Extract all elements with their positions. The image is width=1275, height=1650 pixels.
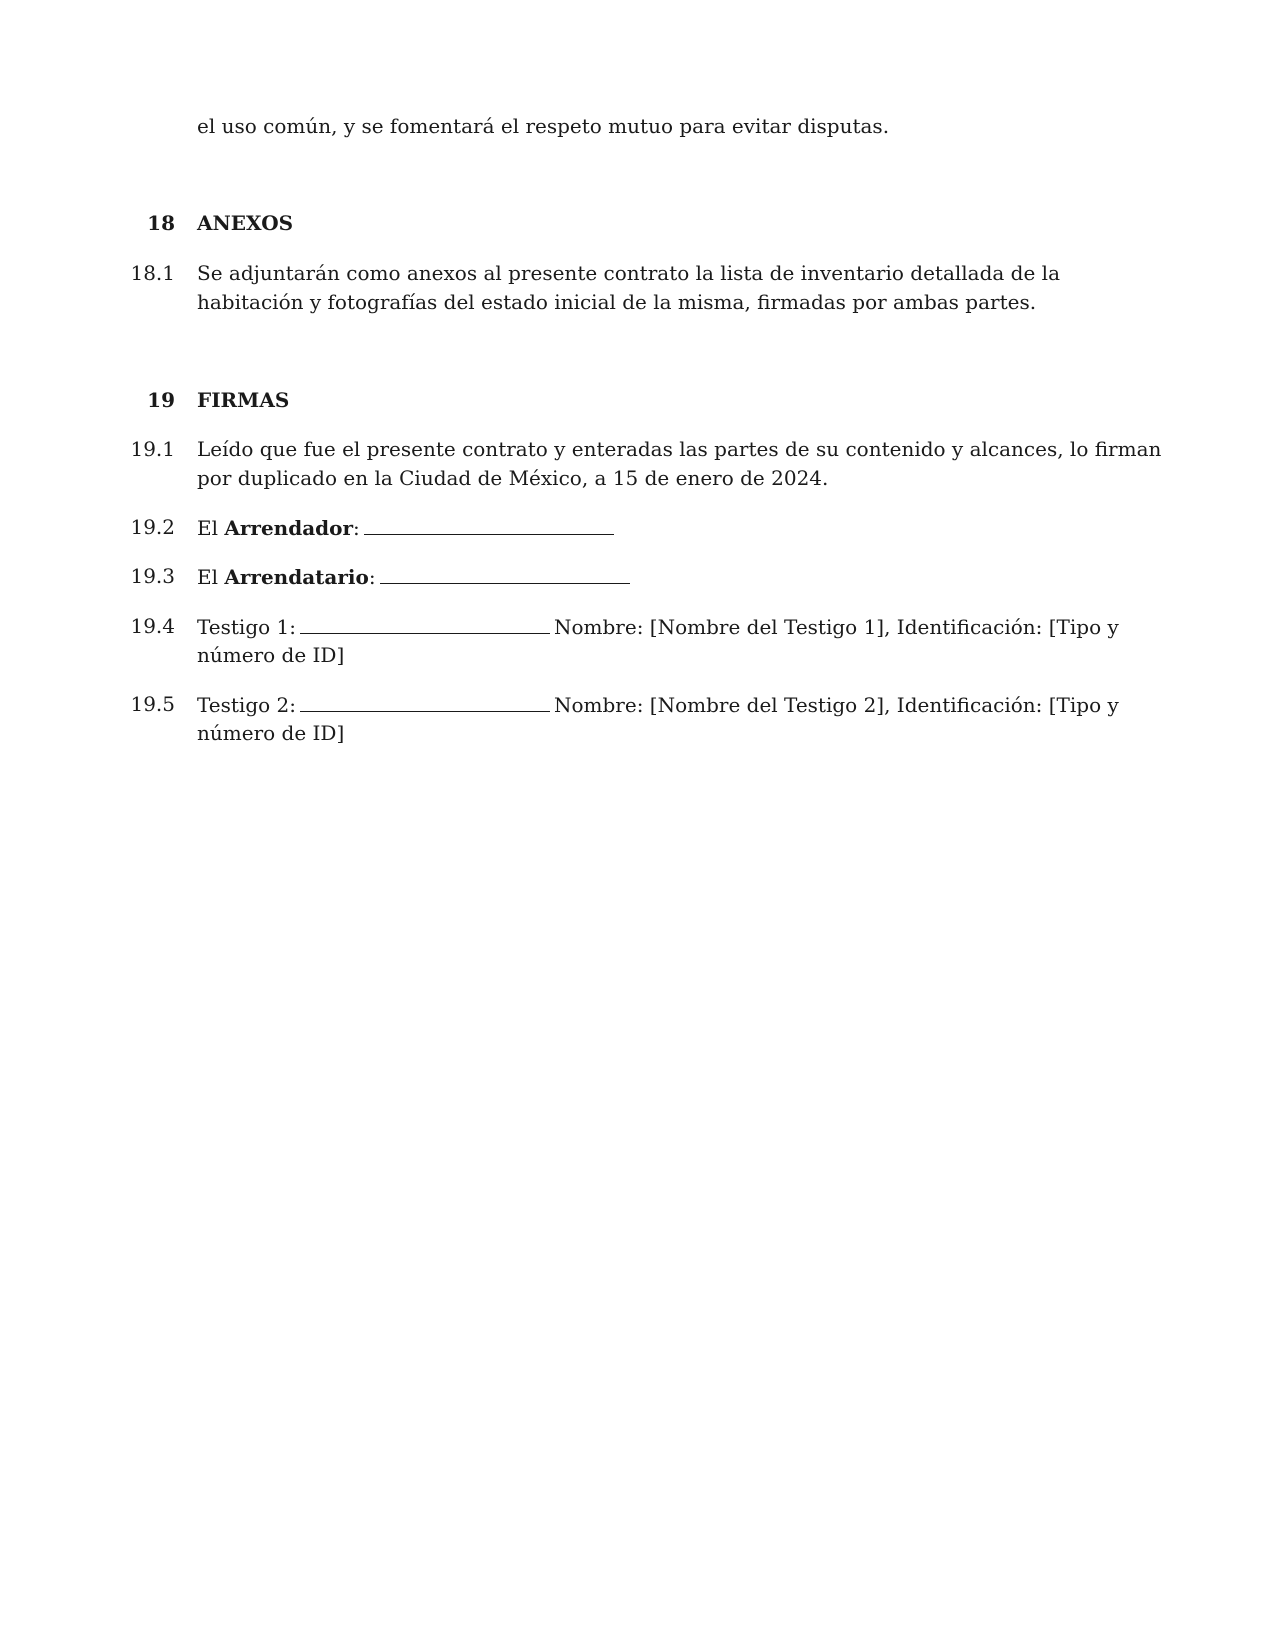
clause-19-4-line-2: número de ID] <box>197 643 345 667</box>
arrendador-label: Arrendador <box>224 516 354 540</box>
clause-19-3-number: 19.3 <box>130 564 175 588</box>
testigo-2-label: Testigo 2: <box>197 693 296 717</box>
clause-18-1-number: 18.1 <box>130 261 175 285</box>
clause-19-2-colon: : <box>353 516 360 540</box>
clause-18-1-line-1: Se adjuntarán como anexos al presente contrato la lista de inventario detallada de la <box>197 261 1060 285</box>
clause-19-1-number: 19.1 <box>130 437 175 461</box>
arrendatario-label: Arrendatario <box>224 565 369 589</box>
clause-18-1-line-2: habitación y fotografías del estado inicial de la misma, firmadas por ambas partes. <box>197 290 1037 314</box>
clause-19-2-prefix: El <box>197 516 218 540</box>
arrendatario-signature-line <box>380 561 630 584</box>
clause-19-5-number: 19.5 <box>130 692 175 716</box>
continuation-text: el uso común, y se fomentará el respeto mutuo para evitar disputas. <box>197 114 890 138</box>
clause-19-1-line-1: Leído que fue el presente contrato y enteradas las partes de su contenido y alcances, lo firman <box>197 437 1162 461</box>
section-19-title: FIRMAS <box>197 388 290 412</box>
section-18-number: 18 <box>147 211 175 235</box>
testigo-1-details: Nombre: [Nombre del Testigo 1], Identificación: [Tipo y <box>553 615 1119 639</box>
clause-19-3-colon: : <box>368 565 376 589</box>
clause-19-2-number: 19.2 <box>130 515 175 539</box>
section-18-title: ANEXOS <box>197 211 294 235</box>
section-19-number: 19 <box>147 388 175 412</box>
clause-19-1-line-2: por duplicado en la Ciudad de México, a 15 de enero de 2024. <box>197 466 829 490</box>
clause-19-3-line <box>197 561 634 592</box>
clause-19-4-number: 19.4 <box>130 614 175 638</box>
clause-19-3-prefix: El <box>197 565 218 589</box>
clause-19-2-line <box>197 512 618 543</box>
testigo-2-signature-line <box>300 689 550 712</box>
arrendador-signature-line <box>364 512 614 535</box>
testigo-1-label: Testigo 1: <box>197 615 296 639</box>
clause-19-4-line-1 <box>197 611 1119 642</box>
testigo-1-signature-line <box>300 611 550 634</box>
testigo-2-details: Nombre: [Nombre del Testigo 2], Identificación: [Tipo y <box>553 693 1119 717</box>
clause-19-5-line-2: número de ID] <box>197 721 345 745</box>
clause-19-5-line-1 <box>197 689 1119 720</box>
